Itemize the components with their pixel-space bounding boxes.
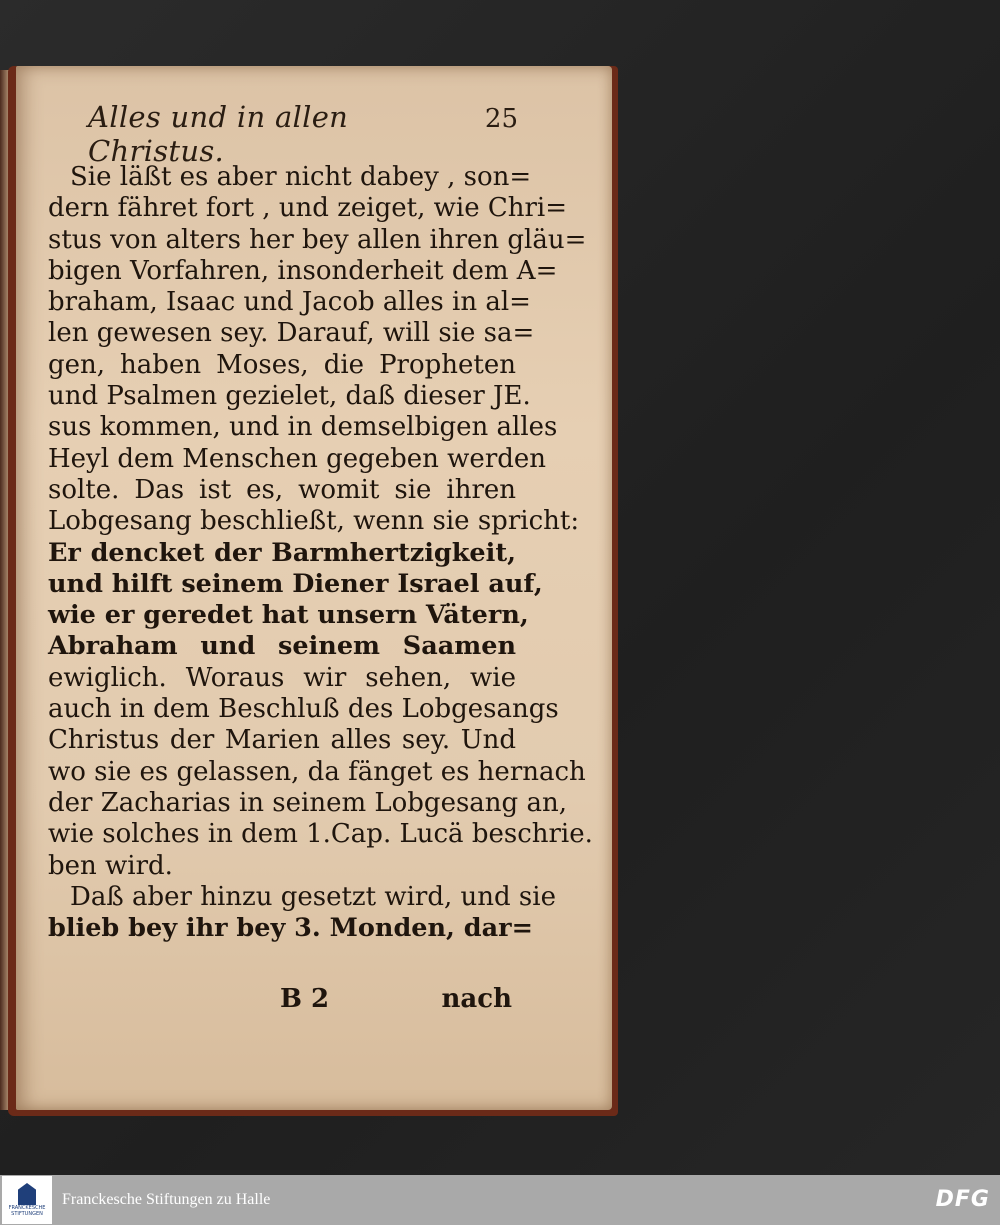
text-line: blieb bey ihr bey 3. Monden, dar= <box>48 913 533 944</box>
viewer-footer-bar <box>0 1175 1000 1225</box>
page-number: 25 <box>484 104 518 134</box>
institution-name[interactable]: Franckesche Stiftungen zu Halle <box>62 1191 271 1208</box>
text-line: Lobgesang beschließt, wenn sie spricht: <box>48 506 580 537</box>
text-line: Daß aber hinzu gesetzt wird, und sie <box>70 881 556 912</box>
dfg-logo[interactable]: DFG <box>935 1187 990 1212</box>
text-line: braham, Isaac und Jacob alles in al= <box>48 287 531 318</box>
text-line: solte. Das ist es, womit sie ihren <box>48 474 516 505</box>
text-block <box>48 162 593 944</box>
text-line: der Zacharias in seinem Lobgesang an, <box>48 787 567 818</box>
text-line-emphasis: Er dencket der Barmhertzigkeit, <box>48 537 516 568</box>
catchword: nach <box>441 984 512 1014</box>
text-line: len gewesen sey. Darauf, will sie sa= <box>48 318 535 349</box>
text-line: ben wird. <box>48 850 173 881</box>
page-footer <box>280 984 512 1014</box>
text-line: Sie läßt es aber nicht dabey , son= <box>70 162 532 192</box>
text-line: bigen Vorfahren, insonderheit dem A= <box>48 255 558 286</box>
logo-text: FRANCKESCHE STIFTUNGEN <box>8 1205 46 1217</box>
text-line: ewiglich. Woraus wir sehen, wie <box>48 662 516 693</box>
text-line: Christus der Marien alles sey. Und <box>48 725 516 756</box>
text-line: gen, haben Moses, die Propheten <box>48 349 516 380</box>
institution-logo[interactable] <box>2 1176 52 1224</box>
text-line: wo sie es gelassen, da fänget es hernach <box>48 756 586 787</box>
text-line: dern fähret fort , und zeiget, wie Chri= <box>48 193 568 224</box>
text-line: und Psalmen gezielet, daß dieser JE. <box>48 381 531 412</box>
running-head <box>88 100 518 168</box>
text-line: stus von alters her bey allen ihren gläu= <box>48 224 587 255</box>
building-icon <box>18 1183 36 1205</box>
text-line-emphasis: wie er geredet hat unsern Vätern, <box>48 600 529 631</box>
text-line: Heyl dem Menschen gegeben werden <box>48 443 547 474</box>
text-line-emphasis: und hilft seinem Diener Israel auf, <box>48 568 543 599</box>
text-line: sus kommen, und in demselbigen alles <box>48 412 558 443</box>
running-title: Alles und in allen Christus. <box>88 100 349 168</box>
text-line: auch in dem Beschluß des Lobgesangs <box>48 694 559 725</box>
text-line: wie solches in dem 1.Cap. Lucä beschrie. <box>48 819 593 850</box>
signature-mark: B 2 <box>280 984 330 1014</box>
text-line-emphasis: Abraham und seinem Saamen <box>48 631 516 662</box>
